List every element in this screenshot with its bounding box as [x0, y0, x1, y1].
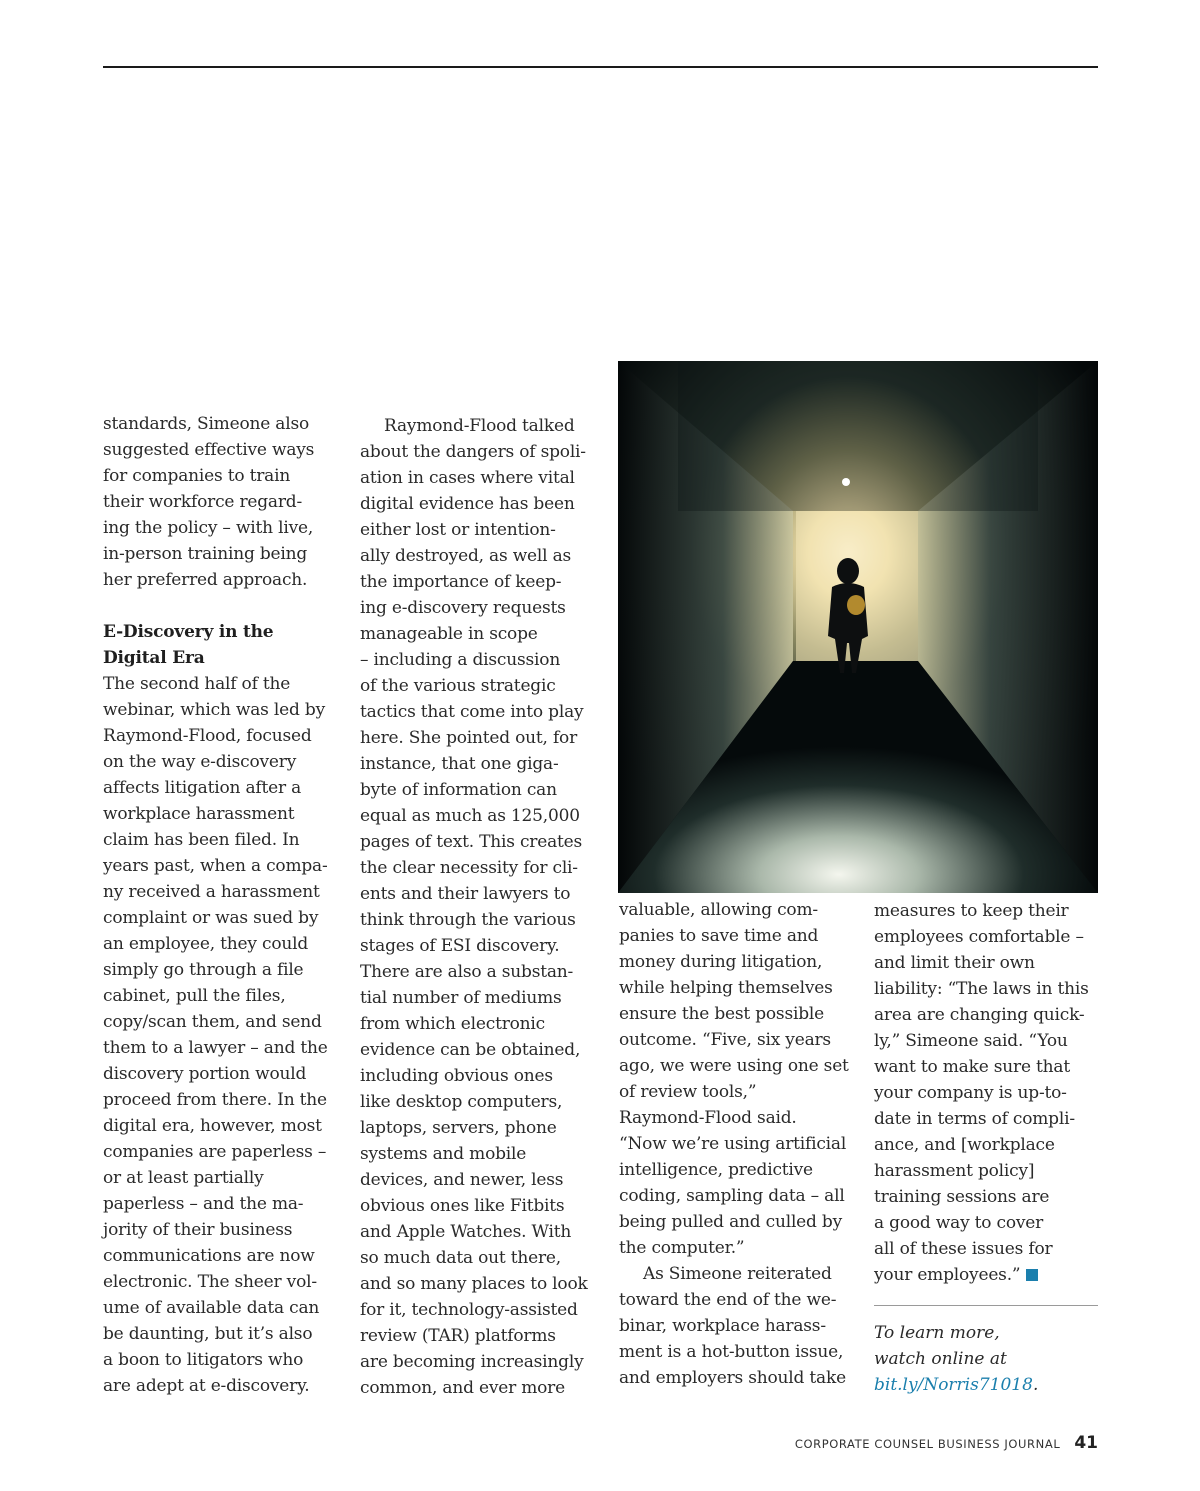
text-line: here. She pointed out, for — [360, 728, 578, 748]
text-line: liability: “The laws in this — [874, 979, 1089, 999]
text-line: measures to keep their — [874, 901, 1069, 921]
article-column-1 — [103, 411, 333, 1399]
text-line: including obvious ones — [360, 1066, 553, 1086]
text-line: like desktop computers, — [360, 1092, 563, 1112]
text-line: coding, sampling data – all — [619, 1186, 845, 1206]
text-line: and employers should take — [619, 1368, 846, 1388]
text-line: are adept at e-discovery. — [103, 1376, 310, 1396]
text-line: being pulled and culled by — [619, 1212, 843, 1232]
text-line: simply go through a file — [103, 960, 304, 980]
text-line: toward the end of the we- — [619, 1290, 837, 1310]
page-number: 41 — [1074, 1433, 1098, 1453]
text-line: equal as much as 125,000 — [360, 806, 580, 826]
text-line: ment is a hot-button issue, — [619, 1342, 844, 1362]
text-line: be daunting, but it’s also — [103, 1324, 313, 1344]
text-line: tactics that come into play — [360, 702, 584, 722]
text-line: byte of information can — [360, 780, 557, 800]
text-line: ly,” Simeone said. “You — [874, 1031, 1068, 1051]
text-line: money during litigation, — [619, 952, 823, 972]
text-line: stages of ESI discovery. — [360, 936, 560, 956]
learn-more-note — [874, 1320, 1098, 1398]
text-line: devices, and newer, less — [360, 1170, 564, 1190]
text-line: communications are now — [103, 1246, 315, 1266]
text-line: As Simeone reiterated — [643, 1264, 832, 1284]
text-line: instance, that one giga- — [360, 754, 559, 774]
text-line: all of these issues for — [874, 1239, 1053, 1259]
text-line: the clear necessity for cli- — [360, 858, 578, 878]
hallway-photo — [618, 361, 1098, 893]
text-line: or at least partially — [103, 1168, 264, 1188]
text-line: her preferred approach. — [103, 570, 308, 590]
text-line: The second half of the — [103, 674, 291, 694]
article-column-3 — [619, 897, 851, 1391]
text-line: in-person training being — [103, 544, 308, 564]
text-line: paperless – and the ma- — [103, 1194, 304, 1214]
text-line: area are changing quick- — [874, 1005, 1085, 1025]
text-line: are becoming increasingly — [360, 1352, 584, 1372]
hallway-silhouette-image — [618, 361, 1098, 893]
text-line: claim has been filed. In — [103, 830, 300, 850]
learn-more-period: . — [1032, 1375, 1039, 1395]
top-rule — [103, 66, 1098, 68]
text-line: the computer.” — [619, 1238, 745, 1258]
text-line: digital evidence has been — [360, 494, 575, 514]
text-line: a good way to cover — [874, 1213, 1044, 1233]
text-line: evidence can be obtained, — [360, 1040, 581, 1060]
sidebar-rule — [874, 1305, 1098, 1306]
text-line: proceed from there. In the — [103, 1090, 327, 1110]
section-subhead-line: E-Discovery in the — [103, 622, 274, 642]
text-line: of review tools,” — [619, 1082, 757, 1102]
text-line: manageable in scope — [360, 624, 538, 644]
text-line: panies to save time and — [619, 926, 819, 946]
text-line: discovery portion would — [103, 1064, 307, 1084]
text-line: ents and their lawyers to — [360, 884, 571, 904]
text-line: obvious ones like Fitbits — [360, 1196, 565, 1216]
text-line: Raymond-Flood, focused — [103, 726, 312, 746]
text-line: and so many places to look — [360, 1274, 588, 1294]
journal-name: CORPORATE COUNSEL BUSINESS JOURNAL — [794, 1437, 1061, 1451]
article-column-2 — [360, 413, 590, 1401]
text-line: ing the policy – with live, — [103, 518, 314, 538]
text-line: ance, and [workplace — [874, 1135, 1055, 1155]
text-line: binar, workplace harass- — [619, 1316, 826, 1336]
text-line: ume of available data can — [103, 1298, 320, 1318]
text-line: ago, we were using one set — [619, 1056, 849, 1076]
text-line: webinar, which was led by — [103, 700, 325, 720]
text-line: common, and ever more — [360, 1378, 565, 1398]
text-line: jority of their business — [103, 1220, 293, 1240]
learn-more-line: watch online at — [874, 1349, 1007, 1369]
text-line: tial number of mediums — [360, 988, 562, 1008]
text-line: review (TAR) platforms — [360, 1326, 556, 1346]
text-line: copy/scan them, and send — [103, 1012, 322, 1032]
end-of-article-icon — [1026, 1269, 1038, 1281]
text-line: There are also a substan- — [360, 962, 574, 982]
text-line: ny received a harassment — [103, 882, 320, 902]
text-line: ation in cases where vital — [360, 468, 575, 488]
text-line: training sessions are — [874, 1187, 1050, 1207]
text-line: – including a discussion — [360, 650, 561, 670]
text-line: date in terms of compli- — [874, 1109, 1075, 1129]
text-line: from which electronic — [360, 1014, 545, 1034]
learn-more-line: To learn more, — [874, 1323, 1000, 1343]
text-line: for it, technology-assisted — [360, 1300, 578, 1320]
text-line: ally destroyed, as well as — [360, 546, 572, 566]
text-line: about the dangers of spoli- — [360, 442, 586, 462]
text-line: think through the various — [360, 910, 576, 930]
text-line: standards, Simeone also — [103, 414, 310, 434]
text-line: ing e-discovery requests — [360, 598, 566, 618]
text-line: laptops, servers, phone — [360, 1118, 557, 1138]
section-subhead-line: Digital Era — [103, 648, 205, 668]
text-line: while helping themselves — [619, 978, 833, 998]
text-line: complaint or was sued by — [103, 908, 319, 928]
text-line: and limit their own — [874, 953, 1035, 973]
text-line: the importance of keep- — [360, 572, 562, 592]
webinar-link[interactable]: bit.ly/Norris71018 — [874, 1375, 1033, 1395]
text-line: intelligence, predictive — [619, 1160, 813, 1180]
text-line: on the way e-discovery — [103, 752, 297, 772]
text-line: systems and mobile — [360, 1144, 527, 1164]
text-line: and Apple Watches. With — [360, 1222, 572, 1242]
text-line: of the various strategic — [360, 676, 556, 696]
text-line: either lost or intention- — [360, 520, 556, 540]
text-line: outcome. “Five, six years — [619, 1030, 831, 1050]
text-line: want to make sure that — [874, 1057, 1070, 1077]
text-line: workplace harassment — [103, 804, 295, 824]
text-line: a boon to litigators who — [103, 1350, 304, 1370]
text-line: ensure the best possible — [619, 1004, 825, 1024]
text-line: your employees.” — [874, 1262, 1098, 1288]
text-line: digital era, however, most — [103, 1116, 322, 1136]
text-line: your company is up-to- — [874, 1083, 1067, 1103]
text-line: them to a lawyer – and the — [103, 1038, 328, 1058]
text-line: so much data out there, — [360, 1248, 561, 1268]
text-line: affects litigation after a — [103, 778, 302, 798]
text-line: employees comfortable – — [874, 927, 1084, 947]
text-line: pages of text. This creates — [360, 832, 583, 852]
text-line: for companies to train — [103, 466, 291, 486]
text-line: companies are paperless – — [103, 1142, 327, 1162]
text-line: suggested effective ways — [103, 440, 315, 460]
text-line: harassment policy] — [874, 1161, 1035, 1181]
text-line: years past, when a compa- — [103, 856, 328, 876]
paragraph-gap — [103, 593, 333, 619]
text-line: valuable, allowing com- — [619, 900, 818, 920]
text-line: “Now we’re using artificial — [619, 1134, 847, 1154]
text-line: an employee, they could — [103, 934, 309, 954]
text-line: cabinet, pull the files, — [103, 986, 286, 1006]
text-line: their workforce regard- — [103, 492, 303, 512]
text-line: Raymond-Flood said. — [619, 1108, 797, 1128]
text-line: electronic. The sheer vol- — [103, 1272, 317, 1292]
page-footer — [795, 1433, 1098, 1453]
article-column-4 — [874, 898, 1098, 1288]
text-line: Raymond-Flood talked — [384, 416, 575, 436]
